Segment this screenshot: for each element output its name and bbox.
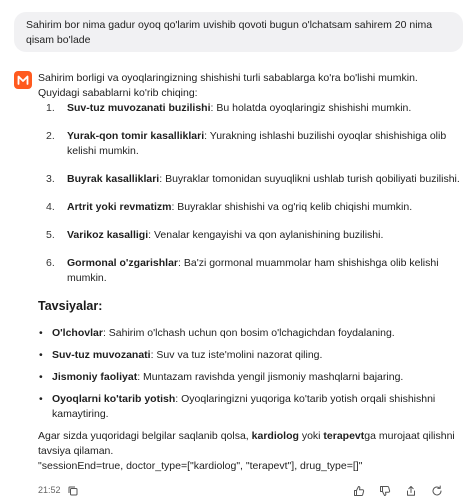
list-item: 5. Varikoz kasalligi: Venalar kengayishi va qon aylanishining buzilishi. xyxy=(46,229,384,241)
user-message-text: Sahirim bor nima gadur oyoq qo'larim uvishib qovoti bugun o'lchatsam sahirem 20 nima qisam bo'lade xyxy=(26,19,433,46)
regenerate-icon[interactable] xyxy=(430,484,444,498)
list-item: 3. Buyrak kasalliklari: Buyraklar tomonidan suyuqlikni ushlab turish qobiliyati buzilishi. xyxy=(46,173,460,185)
message-footer xyxy=(0,484,475,500)
user-message-bubble xyxy=(14,12,463,52)
thumbs-up-icon[interactable] xyxy=(352,484,366,498)
list-item: 2. Yurak-qon tomir kasalliklari: Yurakning ishlashi buzilishi oyoqlar shishishiga olib kelishi mumkin. xyxy=(46,130,447,157)
assistant-avatar xyxy=(14,71,32,89)
assistant-intro: Sahirim borligi va oyoqlaringizning shishishi turli sabablarga ko'ra bo'lishi mumkin. Quyidagi sabablarni ko'rib chiqing: xyxy=(38,72,418,99)
copy-icon[interactable] xyxy=(66,484,80,498)
list-item: • Oyoqlarni ko'tarib yotish: Oyoqlaringizni yuqoriga ko'tarib yotish orqali shishishni kamaytiring. xyxy=(39,393,436,420)
list-item: 1. Suv-tuz muvozanati buzilishi: Bu holatda oyoqlaringiz shishishi mumkin. xyxy=(46,102,412,114)
list-item: 6. Gormonal o'zgarishlar: Ba'zi gormonal muammolar ham shishishga olib kelishi mumkin. xyxy=(46,257,439,284)
list-item: • O'lchovlar: Sahirim o'lchash uchun qon bosim o'lchagichdan foydalaning. xyxy=(39,327,395,339)
bullet: • xyxy=(39,327,43,339)
bullet: • xyxy=(39,349,43,361)
tips-heading: Tavsiyalar: xyxy=(38,299,103,313)
tips-list xyxy=(38,326,462,422)
closing-paragraph: Agar sizda yuqoridagi belgilar saqlanib qolsa, kardiolog yoki terapevtga murojaat qilishni tavsiya qilaman. xyxy=(38,430,455,457)
list-item: • Jismoniy faoliyat: Muntazam ravishda yengil jismoniy mashqlarni bajaring. xyxy=(39,371,404,383)
message-time: 21:52 xyxy=(38,485,61,495)
share-icon[interactable] xyxy=(404,484,418,498)
bullet: • xyxy=(39,393,43,405)
list-item: 4. Artrit yoki revmatizm: Buyraklar shishishi va og'riq kelib chiqishi mumkin. xyxy=(46,201,413,213)
causes-list xyxy=(46,101,462,286)
thumbs-down-icon[interactable] xyxy=(378,484,392,498)
assistant-message xyxy=(38,71,462,474)
bullet: • xyxy=(39,371,43,383)
session-line: "sessionEnd=true, doctor_type=["kardiolog", "terapevt"], drug_type=[]" xyxy=(38,460,363,472)
logo-icon xyxy=(17,74,29,86)
list-item: • Suv-tuz muvozanati: Suv va tuz iste'molini nazorat qiling. xyxy=(39,349,323,361)
